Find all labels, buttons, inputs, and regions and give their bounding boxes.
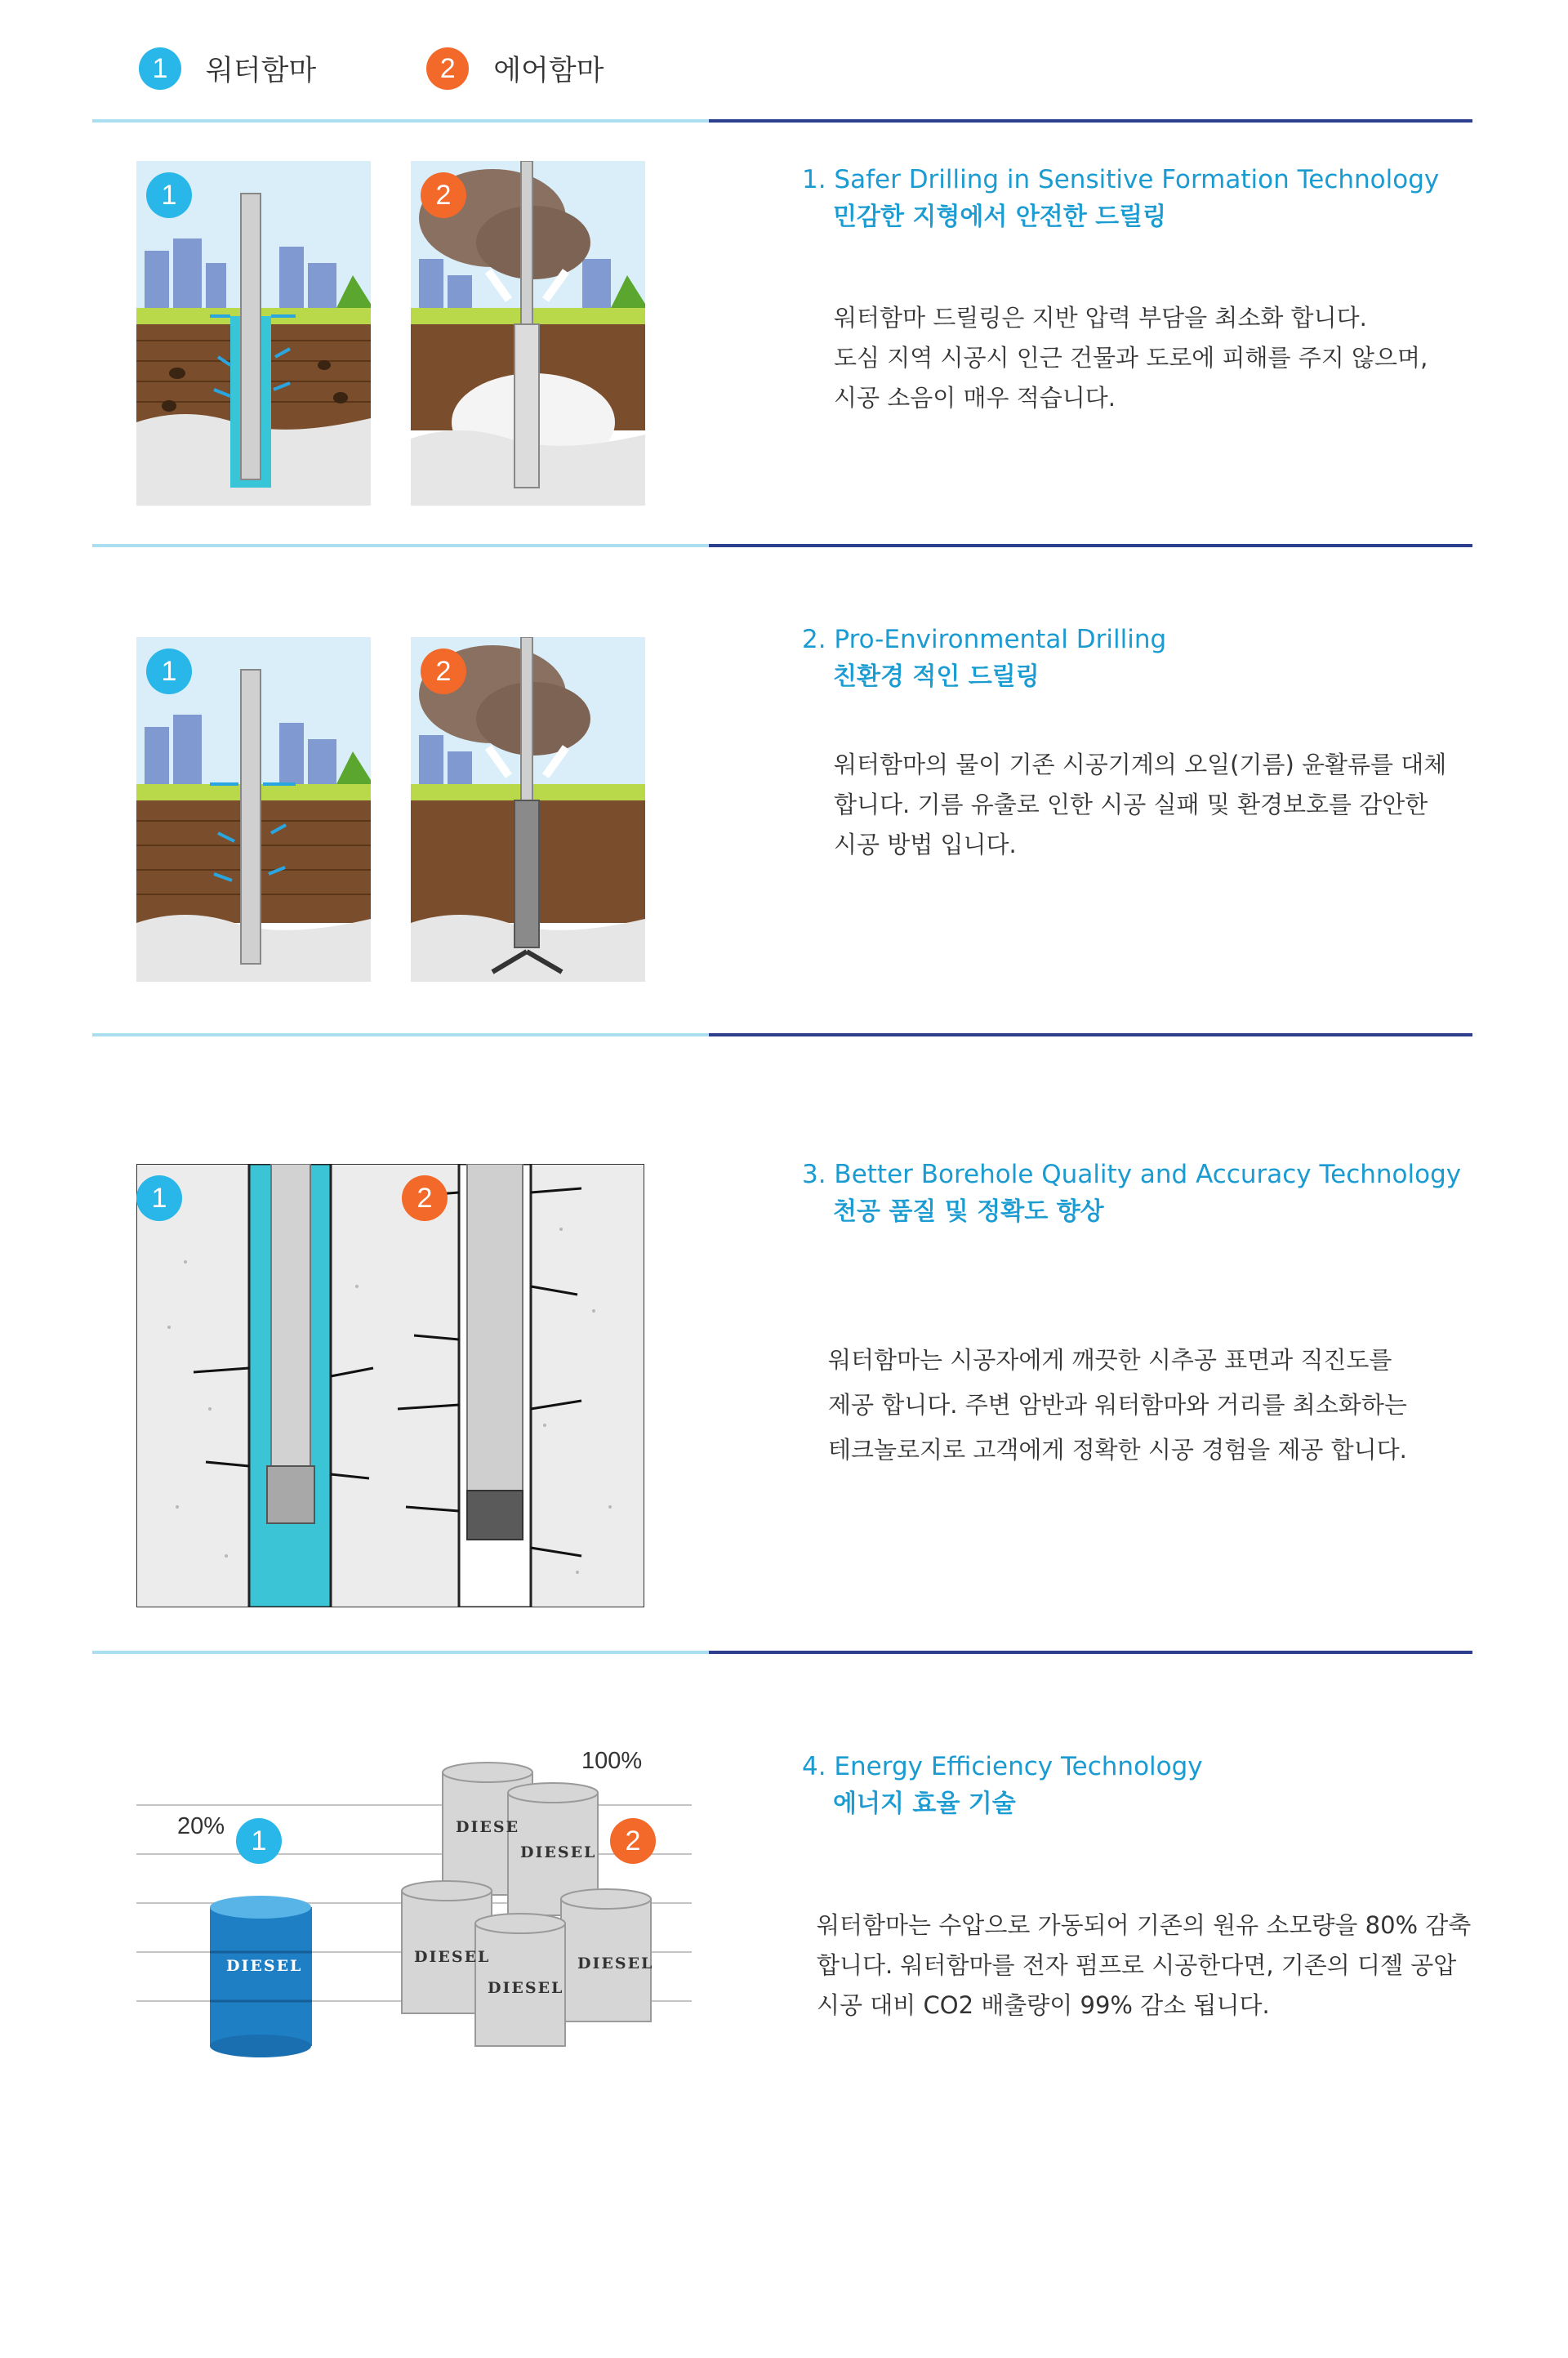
- water-percentage-label: 20%: [177, 1813, 225, 1839]
- badge-1: 1: [146, 172, 192, 218]
- divider: [92, 1651, 1472, 1654]
- section-1-body: [834, 298, 1503, 418]
- badge-2: 2: [421, 649, 466, 694]
- badge-1: 1: [236, 1818, 282, 1864]
- section-3-title-en: 3. Better Borehole Quality and Accuracy Technology: [802, 1160, 1462, 1189]
- legend-label-1: 워터함마: [206, 55, 317, 87]
- legend-badge-1: 1: [139, 47, 181, 90]
- section-4-title-kr: 에너지 효율 기술: [833, 1790, 1016, 1818]
- drum-label-grey: DIESEL: [414, 1948, 491, 1966]
- section-1-title-kr: 민감한 지형에서 안전한 드릴링: [833, 203, 1167, 231]
- badge-1: 1: [146, 649, 192, 694]
- section-3-body: [828, 1338, 1498, 1473]
- section-1-title-en: 1. Safer Drilling in Sensitive Formation Technology: [802, 165, 1440, 194]
- section-1-title: [802, 161, 1439, 236]
- section-4-body-line: 워터함마는 수압으로 가동되어 기존의 원유 소모량을 80% 감축: [817, 1911, 1472, 1939]
- section-3-body-line: 워터함마는 시공자에게 깨끗한 시추공 표면과 직진도를: [828, 1346, 1392, 1374]
- legend-badge-2: 2: [426, 47, 469, 90]
- legend-label-2: 에어함마: [493, 55, 604, 87]
- badge-2: 2: [610, 1818, 656, 1864]
- section-2-body-line: 워터함마의 물이 기존 시공기계의 오일(기름) 윤활류를 대체: [834, 751, 1447, 778]
- legend-item-water-hammer: [139, 47, 316, 90]
- legend-item-air-hammer: [426, 47, 604, 90]
- legend: [139, 47, 715, 90]
- section-2-body: [834, 745, 1503, 865]
- section-2-title-kr: 친환경 적인 드릴링: [833, 662, 1040, 691]
- section-4-title-en: 4. Energy Efficiency Technology: [802, 1752, 1203, 1781]
- section-4-title: [802, 1748, 1203, 1823]
- air-hammer-drilling-illustration: [411, 161, 645, 506]
- section-2-body-line: 합니다. 기름 유출로 인한 시공 실패 및 환경보호를 감안한: [834, 791, 1428, 818]
- drum-label-grey: DIESEL: [520, 1843, 597, 1861]
- section-4-body: [817, 1906, 1486, 2026]
- water-hammer-environment-illustration: [136, 637, 371, 982]
- drum-label-grey: DIESEL: [577, 1955, 654, 1972]
- section-3-body-line: 테크놀로지로 고객에게 정확한 시공 경험을 제공 합니다.: [828, 1436, 1407, 1464]
- section-2-body-line: 시공 방법 입니다.: [834, 831, 1017, 858]
- drum-label-grey: DIESEL: [488, 1979, 564, 1997]
- section-1-body-line: 시공 소음이 매우 적습니다.: [834, 384, 1116, 412]
- section-4-body-line: 시공 대비 CO2 배출량이 99% 감소 됩니다.: [817, 1991, 1270, 2019]
- divider: [92, 1033, 1472, 1036]
- divider: [92, 544, 1472, 547]
- divider: [92, 119, 1472, 123]
- section-2-title: [802, 621, 1166, 696]
- air-hammer-environment-illustration: [411, 637, 645, 982]
- drum-label-blue: DIESEL: [226, 1957, 303, 1975]
- air-percentage-label: 100%: [581, 1748, 643, 1774]
- diesel-consumption-illustration: [136, 1748, 692, 2075]
- section-3-title-kr: 천공 품질 및 정확도 향상: [833, 1197, 1104, 1226]
- badge-2: 2: [421, 172, 466, 218]
- drum-label-grey: DIESE: [456, 1818, 520, 1836]
- water-hammer-drilling-illustration: [136, 161, 371, 506]
- section-4-body-line: 합니다. 워터함마를 전자 펌프로 시공한다면, 기존의 디젤 공압: [817, 1951, 1457, 1979]
- badge-1: 1: [136, 1175, 182, 1221]
- borehole-comparison-illustration: [136, 1164, 644, 1607]
- section-3-title: [802, 1156, 1461, 1231]
- section-2-title-en: 2. Pro-Environmental Drilling: [802, 625, 1167, 654]
- badge-2: 2: [402, 1175, 448, 1221]
- section-3-body-line: 제공 합니다. 주변 암반과 워터함마와 거리를 최소화하는: [828, 1391, 1407, 1419]
- section-1-body-line: 워터함마 드릴링은 지반 압력 부담을 최소화 합니다.: [834, 304, 1367, 332]
- section-1-body-line: 도심 지역 시공시 인근 건물과 도로에 피해를 주지 않으며,: [834, 344, 1428, 372]
